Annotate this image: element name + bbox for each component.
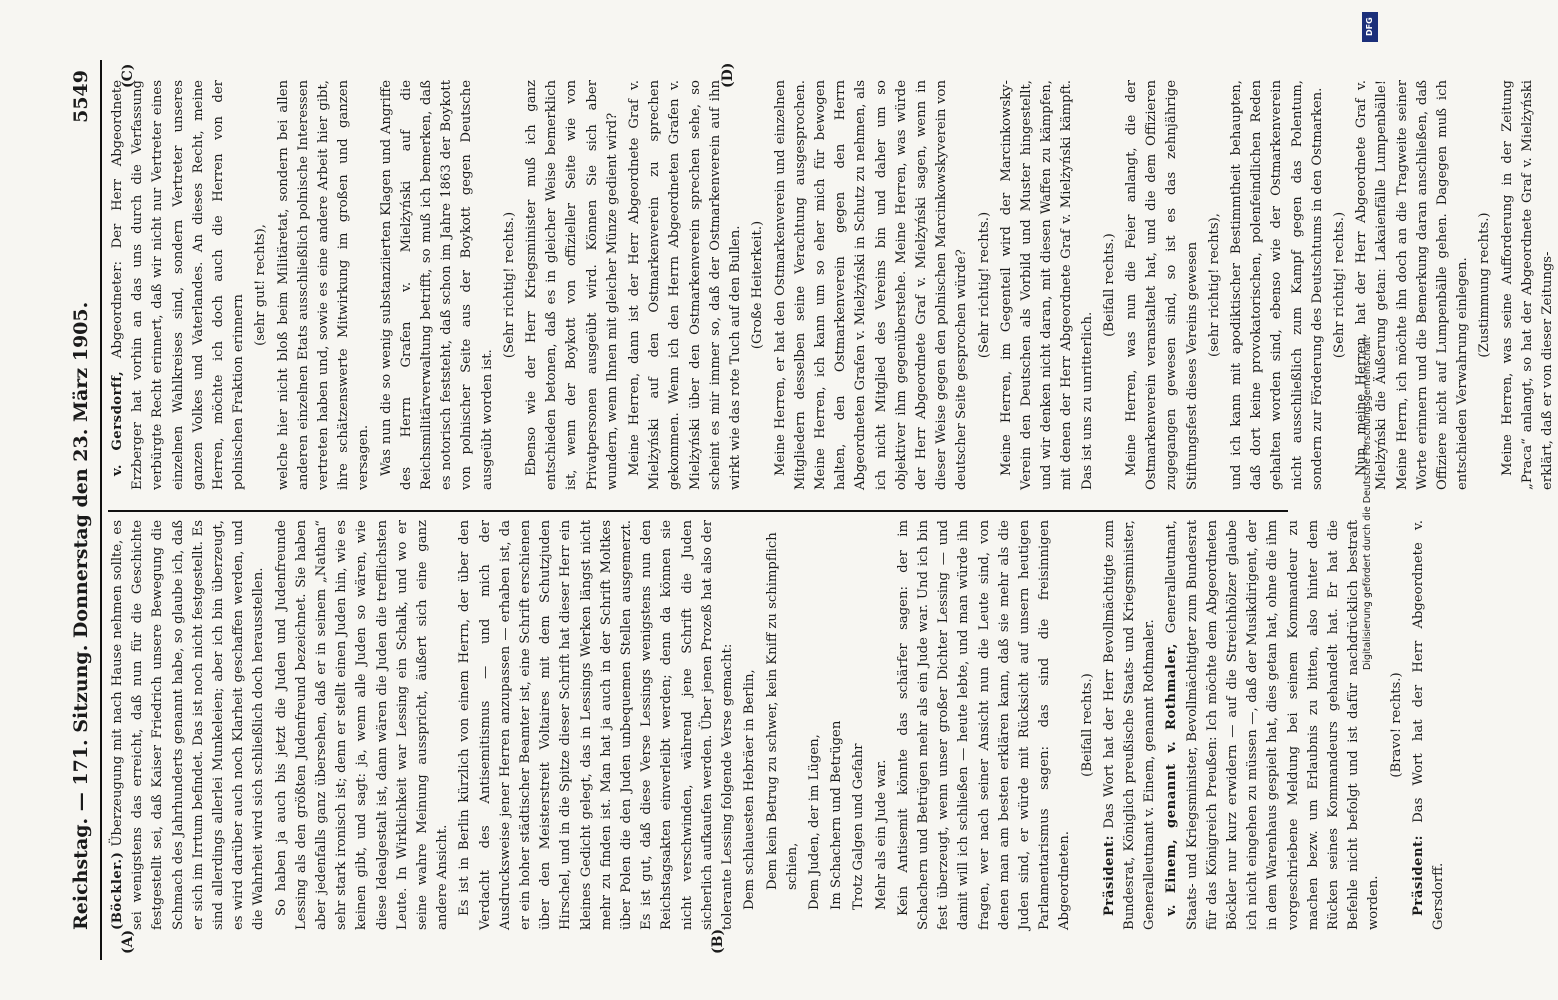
left-column (108, 520, 1446, 930)
paragraph: Meine Herren, im Gegenteil wird der Marcinkowsky-Verein den Deutschen als Vorbild und Muster hingestellt, und wir denken nicht daran, mit diesen Waffen zu kämpfen, mit denen der Herr Abgeordnete Graf v. Mielżyński kämpft. Das ist uns zu unritterlich. (998, 80, 1095, 490)
interjection: (sehr gut! rechts), (253, 224, 269, 346)
verse-line: Dem kein Betrug zu schwer, kein Kniff zu schimpflich schien, (764, 532, 800, 890)
margin-marker-d: (D) (720, 62, 736, 88)
verse-line: Dem Juden, der im Lügen, (806, 734, 822, 910)
verse-line: Trotz Galgen und Gefahr (851, 743, 867, 910)
page-number: 5549 (70, 70, 92, 123)
margin-marker-c: (C) (120, 63, 136, 88)
interjection: (Sehr richtig! rechts.) (501, 211, 517, 359)
paragraph: Es ist in Berlin kürzlich von einem Herrn, der über den Verdacht des Antisemitismus — und mich der Ausdrucksweise jener Herren anzupassen — erhaben ist, da er ein hoher städtischer Beamter ist, eine Schrift erschienen über den Meisterstreit Voltaires mit dem Schutzjuden Hirschel, und in die Spitze dieser Schrift hat dieser Herr ein kleines Gedicht gelegt, das in Lessings Werken längst nicht mehr zu finden ist. Man hat ja auch in der Schrift Moltkes über Polen die den Juden unbequemen Stellen ausgemerzt. Es ist gut, daß diese Verse Lessings wenigstens nun den Reichstagsakten einverleibt werden; denn da können sie nicht verschwinden, während jene Schrift die Juden sicherlich aufkaufen werden. Über jenen Prozeß hat also der tolerante Lessing folgende Verse gemacht: (457, 520, 736, 930)
paragraph: Nun, meine Herren, hat der Herr Abgeordnete Graf v. Mielżyński die Äußerung getan: Lakaienfälle Lumpenbälle! Meine Herrn, ich möchte ihn doch an die Tragweite seiner Worte erinnern und die Bemerkung daran anschließen, daß Offiziere nicht auf Lumpenbälle gehen. Dagegen muß ich entschieden Verwahrung einlegen. (1354, 80, 1471, 490)
interjection: (Bravo! rechts.) (1388, 672, 1404, 778)
verse-line: Mehr als ein Jude war. (873, 759, 889, 910)
verse-line: Im Schachern und Betrügen (829, 720, 845, 910)
interjection: (Zustimmung rechts.) (1477, 212, 1493, 358)
interjection: (Beifall rechts.) (1079, 673, 1095, 777)
page-header (60, 60, 102, 960)
header-title: Reichstag. — 171. Sitzung. Donnerstag den 23. März 1905. (70, 301, 92, 930)
credit-text: Digitalisierung gefördert durch die Deutsche Forschungsgemeinschaft (1362, 336, 1373, 670)
interjection: (Sehr richtig! rechts.) (1331, 211, 1347, 359)
dfg-logo: DFG (1362, 12, 1378, 42)
right-column (108, 80, 1556, 490)
paragraph: Kein Antisemit könnte das schärfer sagen: der im Schachern und Betrügen mehr als ein Jude war. Und ich bin fest überzeugt, wenn unser großer Dichter Lessing — und damit will ich schließen — heute lebte, und man würde ihn fragen, wer nach seiner Ansicht nun die Leute sind, von denen man am besten erklären kann, daß sie mehr als die Juden sind, er würde mit Rücksicht auf unsern heutigen Parlamentarismus sagen: das sind die freisinnigen Abgeordneten. (895, 520, 1073, 930)
paragraph: Präsident: Das Wort hat der Herr Abgeordnete v. Gersdorff. (1410, 520, 1446, 930)
paragraph: Ebenso wie der Herr Kriegsminister muß ich ganz entschieden betonen, daß es in gleicher Weise bemerklich ist, wenn der Boykott von offizieller Seite wie von Privatpersonen ausgeübt wird. Können Sie sich aber wundern, wenn Ihnen mit gleicher Münze gedient wird? (524, 80, 620, 490)
paragraph: v. Gersdorff, Abgeordneter: Der Herr Abgeordnete Erzberger hat vorhin an das uns durch die Verfassung verbürgte Recht erinnert, daß wir nicht nur Vertreter eines einzelnen Wahlkreises sind, sondern Vertreter unseres ganzen Volkes und Vaterlandes. An dieses Recht, meine Herren, möchte ich doch auch die Herren von der polnischen Fraktion erinnern (110, 80, 247, 490)
column-divider (108, 510, 1288, 512)
speaker-tag: (Böckler.) Überzeugung mit nach Hause nehmen sollte, es sei wenigstens das erreicht, daß nun für die Geschichte festgestellt sei, daß Kaiser Friedrich unsere Bewegung die Schmach des Jahrhunderts genannt habe, so glaube ich, daß er sich im Irrtum befindet. Das ist noch nicht festgestellt. Es sind allerdings allerlei Munkeleien; aber ich bin überzeugt, es wird darüber auch noch Klarheit geschaffen werden, und die Wahrheit wird sich schließlich doch herausstellen. (110, 520, 267, 930)
interjection: (Große Heiterkeit.) (750, 220, 766, 350)
paragraph: Meine Herren, dann ist der Herr Abgeordnete Graf v. Mielżyński auf den Ostmarkenverein zu sprechen gekommen. Wenn ich den Herrn Abgeordneten Grafen v. Mielżyński über den Ostmarkenverein sprechen sehe, so scheint es mir immer so, daß der Ostmarkenverein auf ihn wirkt wie das rote Tuch auf den Bullen. (627, 80, 744, 490)
paragraph: welche hier nicht bloß beim Militäretat, sondern bei allen anderen einzelnen Etats ausschließlich polnische Interessen vertreten haben und, sowie es eine andere Arbeit hier gibt, ihre schätzenswerte Mitwirkung im großen und ganzen versagen. (275, 80, 372, 490)
paragraph: So haben ja auch bis jetzt die Juden und Judenfreunde Lessing als den größten Judenfreund bezeichnet. Sie haben aber jedenfalls ganz übersehen, daß er in seinem „Nathan“ sehr stark ironisch ist; denn er stellt einen Juden hin, wie es keinen gibt, und sagt: ja, wenn alle Juden so wären, wie diese Idealgestalt ist, dann wären die Juden die trefflichsten Leute. In Wirklichkeit war Lessing ein Schalk, und wo er seine wahre Meinung ausspricht, äußert sich eine ganz andere Ansicht. (273, 520, 451, 930)
paragraph: v. Einem, genannt v. Rothmaler, Generalleutnant, Staats- und Kriegsminister, Bevollmächtigter zum Bundesrat für das Königreich Preußen: Ich möchte dem Abgeordneten Böckler nur kurz erwidern — auf die Streichhölzer glaube ich nicht eingehen zu müssen —, daß der Musikdirigent, der in dem Warenhaus gespielt hat, dies getan hat, ohne die ihm vorgeschriebene Meldung bei seinem Kommandeur zu machen bezw. um Erlaubnis zu bitten, also hinter dem Rücken seines Kommandeurs gehandelt hat. Er hat die Befehle nicht befolgt und ist dafür nachdrücklich bestraft worden. (1164, 520, 1382, 930)
interjection: (Sehr richtig! rechts.) (976, 211, 992, 359)
paragraph: Meine Herren, er hat den Ostmarkenverein und einzelnen Mitgliedern desselben seine Verachtung ausgesprochen. Meine Herren, ich kann um so eher mich für bewogen halten, den Ostmarkenverein gegen den Herrn Abgeordneten Grafen v. Mielżyński in Schutz zu nehmen, als ich nicht Mitglied des Vereins bin und daher um so objektiver ihm gegenüberstehe. Meine Herren, was würde der Herr Abgeordnete Graf v. Mielżyński sagen, wenn in dieser Weise gegen den polnischen Marcinkowskyverein von deutscher Seite gesprochen würde? (772, 80, 970, 490)
paragraph: Meine Herren, was seine Aufforderung in der Zeitung „Praca“ anlangt, so hat der Abgeordnete Graf v. Mielżyński erklärt, daß er von dieser Zeitungs- (1499, 80, 1556, 490)
paragraph: Präsident: Das Wort hat der Herr Bevollmächtigte zum Bundesrat, Königlich preußische Staats- und Kriegsminister, Generalleutnant v. Einem, genannt Rothmaler. (1101, 520, 1158, 930)
interjection: (Beifall rechts.) (1101, 233, 1117, 337)
margin-marker-a: (A) (120, 929, 136, 954)
verse-line: Dem schlauesten Hebräer in Berlin, (742, 669, 758, 910)
margin-marker-b: (B) (710, 928, 726, 954)
digitization-credit (1360, 10, 1380, 990)
paragraph: Meine Herren, was nun die Feier anlangt, die der Ostmarkenverein veranstaltet hat, und die dem Offizieren zugegangen gewesen sind, so ist es das zehnjährige Stiftungsfest dieses Vereins gewesen (1123, 80, 1200, 490)
interjection: (sehr richtig! rechts), (1206, 213, 1222, 357)
paragraph: Was nun die so wenig substanziierten Klagen und Angriffe des Herrn Grafen v. Mielżyński auf die Reichsmilitärverwaltung betrifft, so muß ich bemerken, daß es notorisch feststeht, daß schon im Jahre 1863 der Boykott von polnischer Seite aus der Boykott gegen Deutsche ausgeübt worden ist. (378, 80, 495, 490)
paragraph: und ich kann mit apodiktischer Bestimmtheit behaupten, daß dort keine provokatorischen, polenfeindlichen Reden gehalten worden sind, ebenso wie der Ostmarkenverein nicht ausschließlich zum Kampf gegen das Polentum, sondern zur Förderung des Deutschtums in den Ostmarken. (1228, 80, 1325, 490)
